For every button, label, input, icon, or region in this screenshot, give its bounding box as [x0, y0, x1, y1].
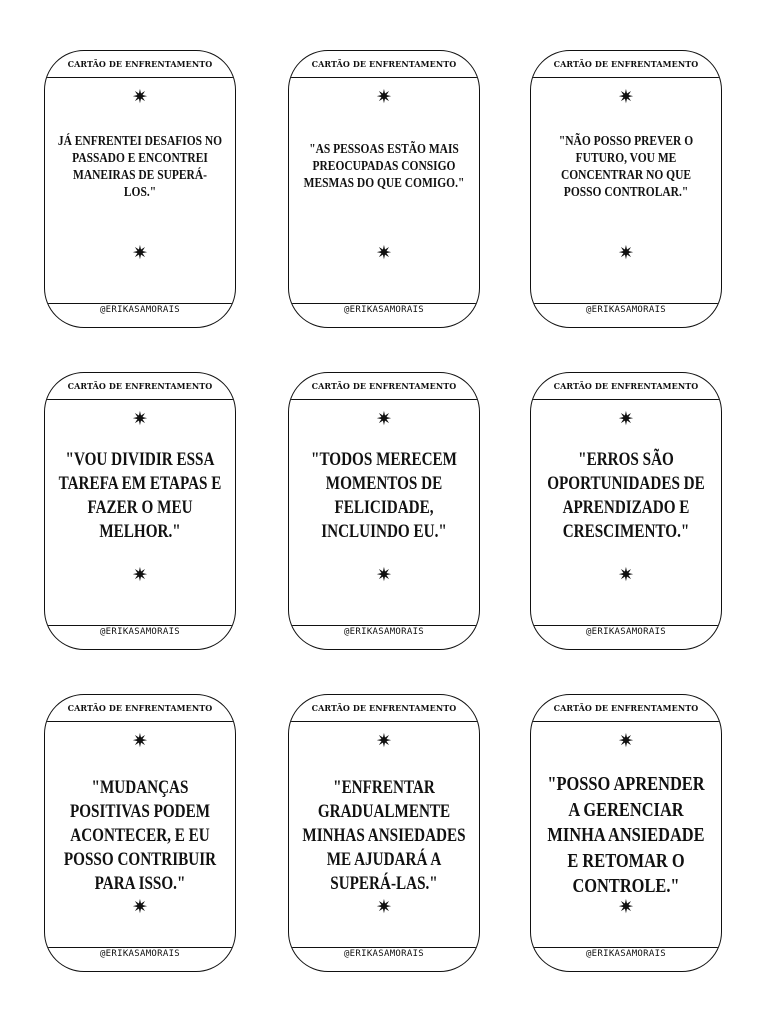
coping-card — [44, 50, 236, 328]
card-footer-handle: @ERIKASAMORAIS — [531, 625, 721, 649]
card-footer-handle: @ERIKASAMORAIS — [45, 947, 235, 971]
card-quote: "MUDANÇAS POSITIVAS PODEM ACONTECER, E EU POSSO CONTRIBUIR PARA ISSO." — [63, 778, 217, 894]
card-footer-handle: @ERIKASAMORAIS — [289, 625, 479, 649]
card-quote: "POSSO APRENDER A GERENCIAR MINHA ANSIEDADE E RETOMAR O CONTROLE." — [547, 773, 705, 898]
star-icon: ✷ — [376, 408, 392, 430]
card-quote: "ENFRENTAR GRADUALMENTE MINHAS ANSIEDADES ME AJUDARÁ A SUPERÁ-LAS." — [302, 778, 466, 894]
card-header-label: CARTÃO DE ENFRENTAMENTO — [45, 51, 235, 78]
coping-card — [288, 372, 480, 650]
card-header-label: CARTÃO DE ENFRENTAMENTO — [289, 373, 479, 400]
card-footer-handle: @ERIKASAMORAIS — [45, 625, 235, 649]
star-icon: ✷ — [618, 896, 634, 918]
star-icon: ✷ — [132, 730, 148, 752]
card-header-label: CARTÃO DE ENFRENTAMENTO — [45, 373, 235, 400]
star-icon: ✷ — [132, 896, 148, 918]
star-icon: ✷ — [618, 86, 634, 108]
card-quote: "ERROS SÃO OPORTUNIDADES DE APRENDIZADO E CRESCIMENTO." — [547, 450, 705, 542]
card-footer-handle: @ERIKASAMORAIS — [531, 947, 721, 971]
star-icon: ✷ — [376, 86, 392, 108]
coping-card — [530, 372, 722, 650]
star-icon: ✷ — [376, 896, 392, 918]
card-footer-handle: @ERIKASAMORAIS — [289, 947, 479, 971]
star-icon: ✷ — [376, 730, 392, 752]
card-header-label: CARTÃO DE ENFRENTAMENTO — [531, 373, 721, 400]
star-icon: ✷ — [376, 564, 392, 586]
coping-card — [530, 694, 722, 972]
star-icon: ✷ — [132, 242, 148, 264]
card-footer-handle: @ERIKASAMORAIS — [289, 303, 479, 327]
card-quote: "VOU DIVIDIR ESSA TAREFA EM ETAPAS E FAZER O MEU MELHOR." — [58, 450, 222, 542]
star-icon: ✷ — [132, 408, 148, 430]
star-icon: ✷ — [132, 86, 148, 108]
card-footer-handle: @ERIKASAMORAIS — [531, 303, 721, 327]
card-quote: "TODOS MERECEM MOMENTOS DE FELICIDADE, INCLUINDO EU." — [311, 450, 457, 542]
coping-card — [288, 694, 480, 972]
card-header-label: CARTÃO DE ENFRENTAMENTO — [45, 695, 235, 722]
coping-card — [44, 372, 236, 650]
star-icon: ✷ — [618, 408, 634, 430]
card-header-label: CARTÃO DE ENFRENTAMENTO — [289, 51, 479, 78]
card-header-label: CARTÃO DE ENFRENTAMENTO — [531, 695, 721, 722]
card-quote: "AS PESSOAS ESTÃO MAIS PREOCUPADAS CONSIGO MESMAS DO QUE COMIGO." — [303, 142, 465, 191]
card-quote: "NÃO POSSO PREVER O FUTURO, VOU ME CONCENTRAR NO QUE POSSO CONTROLAR." — [558, 133, 694, 200]
star-icon: ✷ — [618, 242, 634, 264]
coping-card — [530, 50, 722, 328]
coping-card — [288, 50, 480, 328]
card-header-label: CARTÃO DE ENFRENTAMENTO — [289, 695, 479, 722]
card-header-label: CARTÃO DE ENFRENTAMENTO — [531, 51, 721, 78]
card-quote: JÁ ENFRENTEI DESAFIOS NO PASSADO E ENCONTREI MANEIRAS DE SUPERÁ-LOS." — [57, 133, 223, 200]
star-icon: ✷ — [376, 242, 392, 264]
coping-card — [44, 694, 236, 972]
star-icon: ✷ — [618, 730, 634, 752]
star-icon: ✷ — [132, 564, 148, 586]
card-footer-handle: @ERIKASAMORAIS — [45, 303, 235, 327]
star-icon: ✷ — [618, 564, 634, 586]
